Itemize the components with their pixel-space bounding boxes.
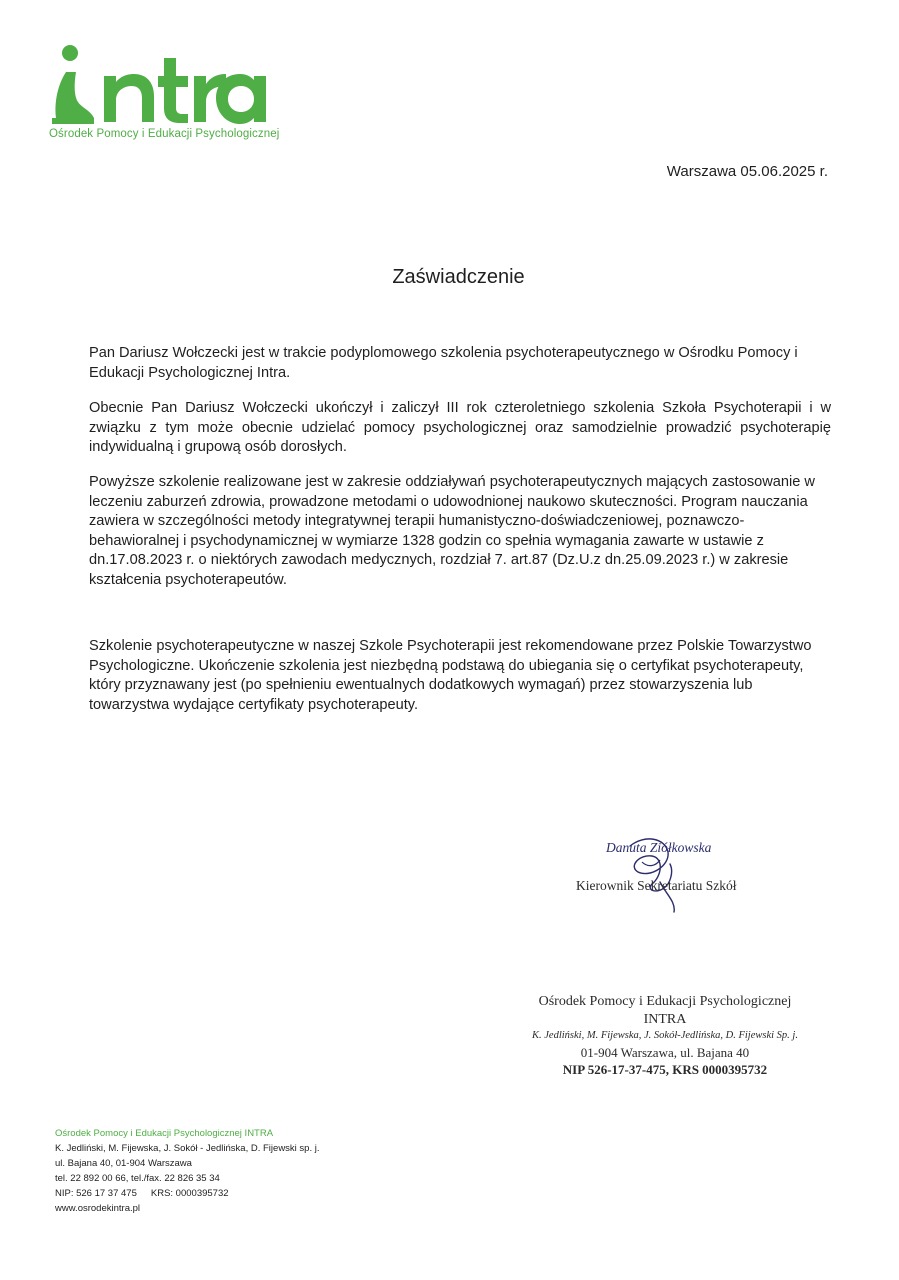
footer-contact <box>55 1126 320 1216</box>
footer-phone: tel. 22 892 00 66, tel./fax. 22 826 35 34 <box>55 1173 220 1184</box>
signatory-role: Kierownik Sekretariatu Szkół <box>576 878 737 893</box>
footer-website[interactable]: www.osrodekintra.pl <box>55 1203 141 1214</box>
signatory-name: Danuta Ziółkowska <box>606 840 712 855</box>
document-date: Warszawa 05.06.2025 r. <box>666 163 828 180</box>
footer-krs: KRS: 0000395732 <box>150 1188 229 1199</box>
footer-nip: NIP: 526 17 37 475 <box>55 1188 137 1199</box>
company-stamp <box>530 993 800 1078</box>
stamp-partners: K. Jedliński, M. Fijewska, J. Sokół-Jedlińska, D. Fijewski Sp. j. <box>532 1030 798 1041</box>
logo-tagline: Ośrodek Pomocy i Edukacji Psychologicznej <box>49 128 280 140</box>
paragraph-program: Powyższe szkolenie realizowane jest w zakresie oddziaływań psychoterapeutycznych mających zastosowanie w leczeniu zaburzeń zdrowia, prowadzone metodami o udowodnionej naukowo skuteczności. Program nauczania zawiera w szczególności metody integratywnej terapii humanistyczno-doświadczeniowej, poznawczo-behawioralnej i psychodynamicznej w wymiarze 1328 godzin co spełnia wymagania zawarte w ustawie z dn.17.08.2023 r. o niektórych zawodach medycznych, rozdział 7. art.87 (Dz.U.z dn.25.09.2023 r.) w zakresie kształcenia psychoterapeutów. <box>89 474 815 588</box>
paragraph-progress: Obecnie Pan Dariusz Wołczecki ukończył i zaliczył III rok czteroletniego szkolenia Szkoła Psychoterapii i w związku z tym może obecnie udzielać pomocy psychologicznej oraz samodzielnie prowadzić psychoterapię indywidualną i grupową osób dorosłych. <box>89 400 831 455</box>
footer-registry <box>55 1186 320 1201</box>
paragraph-enrollment: Pan Dariusz Wołczecki jest w trakcie podyplomowego szkolenia psychoterapeutycznego w Ośrodku Pomocy i Edukacji Psychologicznej Intra. <box>89 345 798 381</box>
handwritten-signature-icon <box>590 832 700 917</box>
paragraph-recommendation: Szkolenie psychoterapeutyczne w naszej Szkole Psychoterapii jest rekomendowane przez Polskie Towarzystwo Psychologiczne. Ukończenie szkolenia jest niezbędną podstawą do ubiegania się o certyfikat psychoterapeuty, który przyznawany jest (po spełnieniu ewentualnych dodatkowych wymagań) przez stowarzyszenia lub towarzystwa wydające certyfikaty psychoterapeuty. <box>89 638 812 713</box>
stamp-registry: NIP 526-17-37-475, KRS 0000395732 <box>562 1062 768 1077</box>
footer-partners: K. Jedliński, M. Fijewska, J. Sokół - Jedlińska, D. Fijewski sp. j. <box>55 1143 320 1154</box>
stamp-address: 01-904 Warszawa, ul. Bajana 40 <box>580 1045 750 1060</box>
stamp-org-name: Ośrodek Pomocy i Edukacji Psychologicznej <box>538 994 792 1009</box>
footer-org: Ośrodek Pomocy i Edukacji Psychologicznej INTRA <box>55 1128 274 1139</box>
intra-logo-icon <box>48 44 268 126</box>
intra-logo <box>48 44 278 144</box>
footer-address: ul. Bajana 40, 01-904 Warszawa <box>55 1158 192 1169</box>
stamp-brand: INTRA <box>643 1012 687 1027</box>
signature-block <box>570 832 750 922</box>
document-title: Zaświadczenie <box>392 266 525 288</box>
